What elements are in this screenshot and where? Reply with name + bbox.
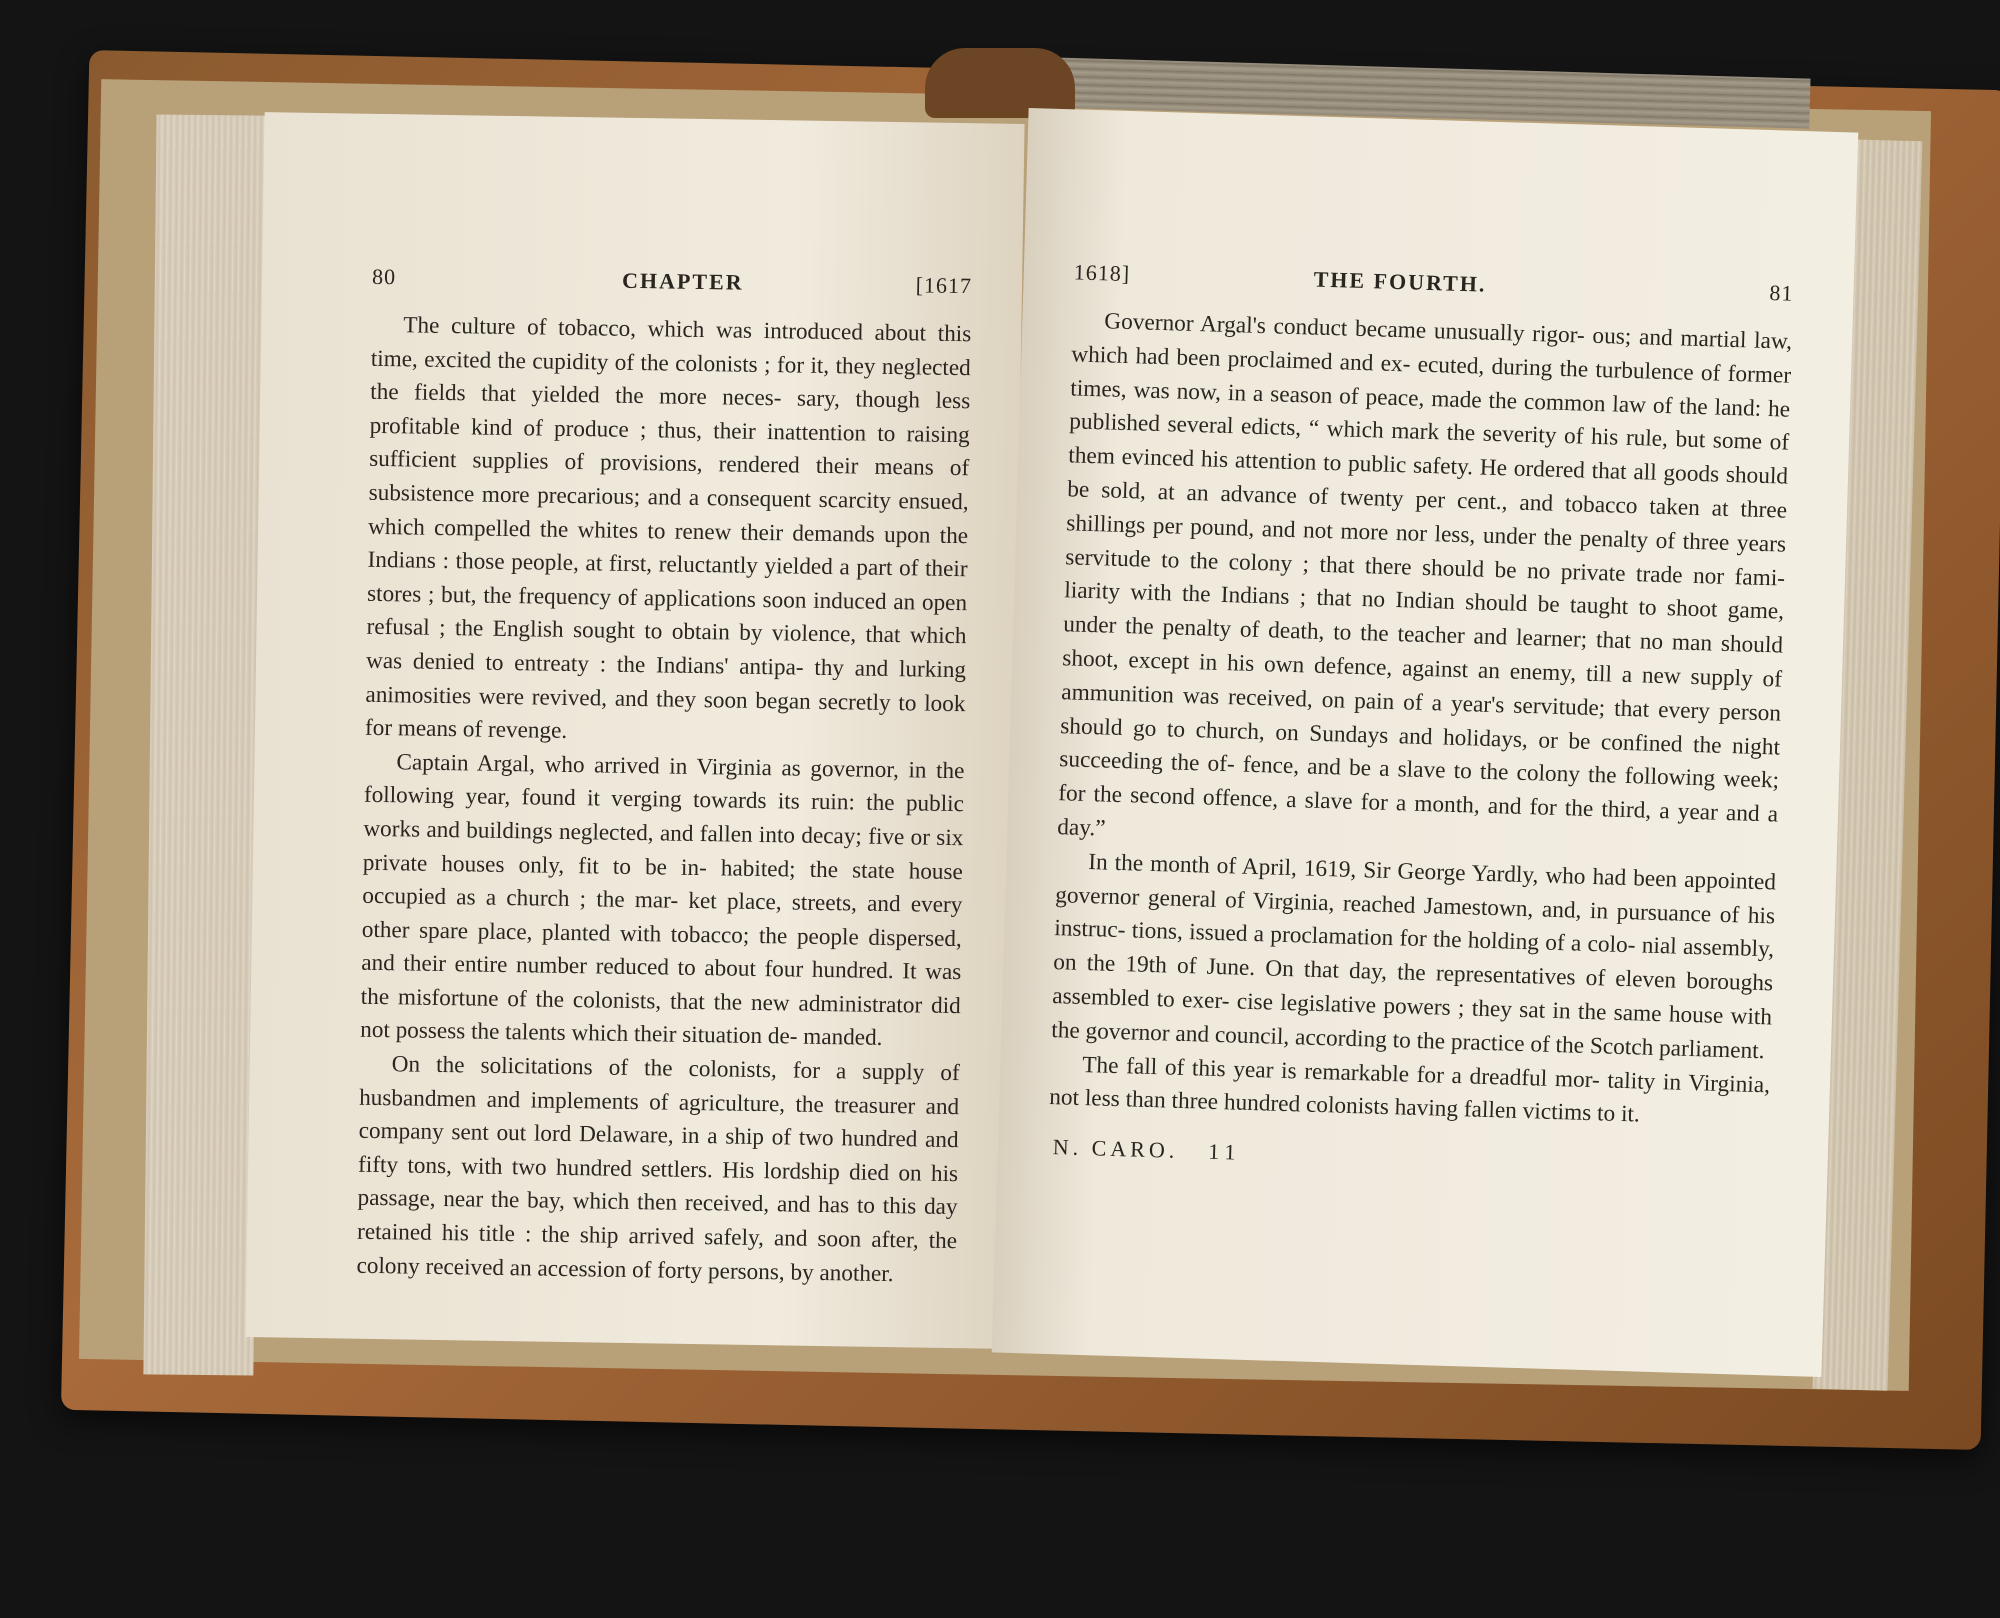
left-running-head xyxy=(372,264,972,303)
left-header-year: [1617 xyxy=(915,272,973,299)
right-page-body xyxy=(1049,304,1793,1136)
right-header-title: THE FOURTH. xyxy=(1313,266,1487,297)
right-page xyxy=(992,108,1859,1377)
paragraph: On the solicitations of the colonists, for a supply of husbandmen and implements of agriculture, the treasurer and company sent out lord Delaware, in a ship of two hundred and fifty tons, with two hundred settlers. His lordship died on his passage, near the bay, which then received, and has to this day retained his title : the ship arrived safely, and soon after, the colony received an accession of forty persons, by another. xyxy=(356,1051,960,1287)
paragraph: In the month of April, 1619, Sir George Yardly, who had been appointed governor general of Virginia, reached Jamestown, and, in pursuance of his instruc- tions, issued a proclamation for the holding of a colo- nial assembly, on the 19th of June. On that day, the representatives of eleven boroughs assembled to exer- cise legislative powers ; they sat in the same house with the governor and council, according to the practice of the Scotch parliament. xyxy=(1050,848,1777,1064)
left-page xyxy=(245,112,1024,1349)
signature-text: N. CARO. xyxy=(1052,1134,1179,1163)
paragraph: The fall of this year is remarkable for a dreadful mor- tality in Virginia, not less than three hundred colonists having fallen victims to it. xyxy=(1048,1051,1771,1128)
paragraph: Governor Argal's conduct became unusually rigor- ous; and martial law, which had been proclaimed and ex- ecuted, during the turbulence of former times, was now, in a season of peace, made the common law of the land: he published several edicts, “ which mark the severity of his rule, but some of them evinced his attention to public safety. He ordered that all goods should be sold, at an advance of twenty per cent., and tobacco taken at three shillings per pound, and not more nor less, under the penalty of three years servitude to the colony ; that there should be no private trade nor fami- liarity with the Indians ; that no Indian should be taught to shoot game, under the penalty of death, to the teacher and learner; that no man should shoot, except in his own defence, against an enemy, till a new supply of ammunition was received, on pain of a year's servitude; that every person should go to church, on Sundays and holidays, or be confined the night succeeding the of- fence, and be a slave to the colony the following week; for the second offence, a slave for a month, and for the third, a year and a day.” xyxy=(1056,308,1793,842)
signature-number: 11 xyxy=(1207,1138,1242,1165)
paragraph: The culture of tobacco, which was introduced about this time, excited the cupidity of the colonists ; for it, they neglected the fields that yielded the more neces- sary, though less profitable kind of produce ; thus, their inattention to raising sufficient supplies of provisions, rendered their means of subsistence more precarious; and a consequent scarcity ensued, which compelled the whites to renew their demands upon the Indians : those people, at first, reluctantly yielded a part of their stores ; but, the frequency of applications soon induced an open refusal ; the English sought to obtain by violence, that which was denied to entreaty : the Indians' antipa- thy and lurking animosities were revived, and they soon began secretly to look for means of revenge. xyxy=(364,312,972,745)
signature-mark xyxy=(1052,1134,1241,1166)
book-spine xyxy=(925,48,1075,118)
left-header-title: CHAPTER xyxy=(621,267,744,295)
right-header-year: 1618] xyxy=(1073,259,1131,287)
right-page-number: 81 xyxy=(1769,280,1794,306)
paragraph: Captain Argal, who arrived in Virginia as governor, in the following year, found it verging towards its ruin: the public works and buildings neglected, and fallen into decay; five or six private houses only, fit to be in- habited; the state house occupied as a church ; the mar- ket place, streets, and every other spare place, planted with tobacco; the people dispersed, and their entire number reduced to about four hundred. It was the misfortune of the colonists, that the new administrator did not possess the talents which their situation de- manded. xyxy=(360,748,965,1052)
right-running-head xyxy=(1073,259,1794,310)
left-page-number: 80 xyxy=(371,263,397,290)
left-page-body xyxy=(356,309,971,1293)
